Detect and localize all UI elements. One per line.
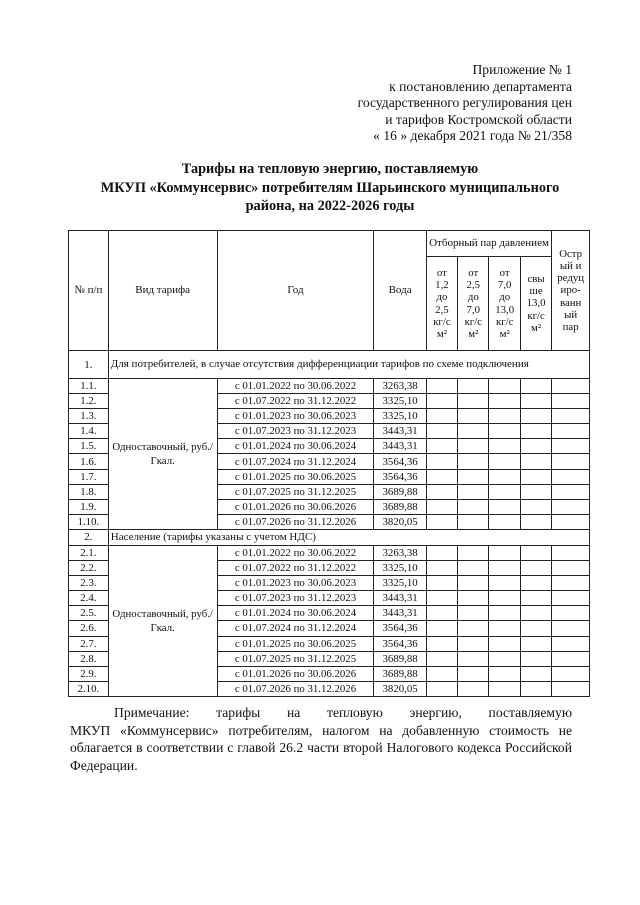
empty-cell	[458, 439, 489, 454]
appendix-line: Приложение № 1	[472, 62, 572, 77]
empty-cell	[426, 591, 457, 606]
row-num: 1.6.	[69, 454, 109, 469]
appendix-date-line: « 16 » декабря 2021 года № 21/358	[373, 128, 572, 144]
row-num: 2.4.	[69, 591, 109, 606]
row-num: 1.5.	[69, 439, 109, 454]
empty-cell	[426, 409, 457, 424]
row-period: с 01.01.2023 по 30.06.2023	[217, 576, 374, 591]
row-water-value: 3325,10	[374, 394, 426, 409]
appendix-line: и тарифов Костромской области	[385, 111, 572, 127]
empty-cell	[426, 424, 457, 439]
empty-cell	[426, 636, 457, 651]
empty-cell	[458, 666, 489, 681]
empty-cell	[458, 454, 489, 469]
row-period: с 01.01.2026 по 30.06.2026	[217, 499, 374, 514]
empty-cell	[489, 499, 520, 514]
row-num: 2.5.	[69, 606, 109, 621]
empty-cell	[426, 454, 457, 469]
row-num: 2.8.	[69, 651, 109, 666]
empty-cell	[552, 514, 590, 529]
empty-cell	[489, 469, 520, 484]
section-1-tariff-kind: Одноставочный, руб./Гкал.	[108, 379, 217, 530]
empty-cell	[552, 469, 590, 484]
header-selected-steam: Отборный пар давлением	[426, 231, 552, 257]
row-period: с 01.07.2025 по 31.12.2025	[217, 484, 374, 499]
empty-cell	[458, 409, 489, 424]
empty-cell	[552, 409, 590, 424]
row-num: 2.10.	[69, 681, 109, 696]
empty-cell	[520, 621, 551, 636]
empty-cell	[520, 666, 551, 681]
row-num: 1.1.	[69, 379, 109, 394]
empty-cell	[552, 666, 590, 681]
empty-cell	[489, 621, 520, 636]
empty-cell	[552, 499, 590, 514]
empty-cell	[520, 545, 551, 560]
row-period: с 01.07.2026 по 31.12.2026	[217, 681, 374, 696]
empty-cell	[458, 576, 489, 591]
empty-cell	[489, 439, 520, 454]
empty-cell	[458, 469, 489, 484]
row-water-value: 3689,88	[374, 651, 426, 666]
empty-cell	[552, 439, 590, 454]
row-water-value: 3443,31	[374, 591, 426, 606]
empty-cell	[489, 514, 520, 529]
row-water-value: 3443,31	[374, 439, 426, 454]
empty-cell	[520, 514, 551, 529]
empty-cell	[520, 439, 551, 454]
header-kind: Вид тарифа	[108, 231, 217, 351]
row-num: 1.4.	[69, 424, 109, 439]
empty-cell	[520, 484, 551, 499]
empty-cell	[552, 651, 590, 666]
empty-cell	[489, 606, 520, 621]
row-water-value: 3564,36	[374, 621, 426, 636]
empty-cell	[489, 379, 520, 394]
appendix-block	[252, 62, 572, 145]
empty-cell	[426, 666, 457, 681]
empty-cell	[552, 606, 590, 621]
empty-cell	[552, 621, 590, 636]
empty-cell	[552, 424, 590, 439]
empty-cell	[552, 576, 590, 591]
empty-cell	[489, 576, 520, 591]
row-period: с 01.01.2022 по 30.06.2022	[217, 545, 374, 560]
empty-cell	[426, 379, 457, 394]
header-pressure-2: от 2,5 до 7,0 кг/с м²	[458, 257, 489, 351]
empty-cell	[426, 651, 457, 666]
empty-cell	[426, 606, 457, 621]
empty-cell	[489, 666, 520, 681]
empty-cell	[458, 379, 489, 394]
empty-cell	[458, 636, 489, 651]
empty-cell	[489, 484, 520, 499]
empty-cell	[458, 621, 489, 636]
empty-cell	[458, 545, 489, 560]
row-water-value: 3689,88	[374, 499, 426, 514]
row-water-value: 3325,10	[374, 409, 426, 424]
footnote-line: Примечание: тарифы на тепловую энергию, поставляемую	[114, 705, 572, 720]
empty-cell	[426, 545, 457, 560]
empty-cell	[489, 591, 520, 606]
row-water-value: 3820,05	[374, 681, 426, 696]
title-line: Тарифы на тепловую энергию, поставляемую	[181, 161, 479, 177]
empty-cell	[426, 439, 457, 454]
row-num: 1.10.	[69, 514, 109, 529]
row-period: с 01.01.2023 по 30.06.2023	[217, 409, 374, 424]
section-1-label: Для потребителей, в случае отсутствия дифференциации тарифов по схеме подключения	[108, 351, 589, 379]
empty-cell	[489, 681, 520, 696]
row-water-value: 3564,36	[374, 454, 426, 469]
empty-cell	[520, 499, 551, 514]
row-period: с 01.07.2022 по 31.12.2022	[217, 561, 374, 576]
empty-cell	[489, 409, 520, 424]
empty-cell	[426, 576, 457, 591]
row-water-value: 3443,31	[374, 424, 426, 439]
empty-cell	[458, 394, 489, 409]
row-period: с 01.07.2022 по 31.12.2022	[217, 394, 374, 409]
row-water-value: 3564,36	[374, 636, 426, 651]
header-pressure-4: свы ше 13,0 кг/с м²	[520, 257, 551, 351]
appendix-line: к постановлению департамента	[389, 78, 572, 94]
document-title	[40, 160, 620, 216]
empty-cell	[552, 636, 590, 651]
row-period: с 01.07.2024 по 31.12.2024	[217, 621, 374, 636]
row-num: 2.3.	[69, 576, 109, 591]
row-period: с 01.01.2024 по 30.06.2024	[217, 606, 374, 621]
empty-cell	[520, 651, 551, 666]
section-2-tariff-kind: Одноставочный, руб./Гкал.	[108, 545, 217, 696]
row-water-value: 3443,31	[374, 606, 426, 621]
empty-cell	[489, 545, 520, 560]
row-period: с 01.07.2025 по 31.12.2025	[217, 651, 374, 666]
empty-cell	[426, 484, 457, 499]
empty-cell	[489, 424, 520, 439]
empty-cell	[426, 621, 457, 636]
empty-cell	[552, 454, 590, 469]
row-num: 2.9.	[69, 666, 109, 681]
empty-cell	[458, 424, 489, 439]
footnote-text: МКУП «Коммунсервис» потребителям, налогом на добавленную стоимость не облагается в соответствии с главой 26.2 части второй Налогового кодекса Российской Федерации.	[70, 722, 572, 774]
empty-cell	[426, 681, 457, 696]
empty-cell	[552, 379, 590, 394]
empty-cell	[520, 561, 551, 576]
header-pressure-3: от 7,0 до 13,0 кг/с м²	[489, 257, 520, 351]
empty-cell	[458, 484, 489, 499]
row-num: 2.7.	[69, 636, 109, 651]
empty-cell	[426, 514, 457, 529]
empty-cell	[489, 454, 520, 469]
empty-cell	[552, 681, 590, 696]
header-num: № п/п	[69, 231, 109, 351]
row-num: 2.1.	[69, 545, 109, 560]
empty-cell	[552, 394, 590, 409]
row-num: 1.2.	[69, 394, 109, 409]
row-water-value: 3564,36	[374, 469, 426, 484]
empty-cell	[552, 561, 590, 576]
row-period: с 01.01.2022 по 30.06.2022	[217, 379, 374, 394]
row-water-value: 3263,38	[374, 545, 426, 560]
row-period: с 01.07.2024 по 31.12.2024	[217, 454, 374, 469]
header-pressure-1: от 1,2 до 2,5 кг/с м²	[426, 257, 457, 351]
empty-cell	[520, 591, 551, 606]
row-period: с 01.07.2026 по 31.12.2026	[217, 514, 374, 529]
empty-cell	[520, 424, 551, 439]
empty-cell	[552, 484, 590, 499]
empty-cell	[552, 545, 590, 560]
row-period: с 01.07.2023 по 31.12.2023	[217, 591, 374, 606]
empty-cell	[458, 651, 489, 666]
row-num: 1.7.	[69, 469, 109, 484]
empty-cell	[520, 576, 551, 591]
empty-cell	[489, 651, 520, 666]
empty-cell	[489, 561, 520, 576]
empty-cell	[426, 394, 457, 409]
row-water-value: 3325,10	[374, 561, 426, 576]
title-line: района, на 2022-2026 годы	[245, 198, 415, 214]
empty-cell	[458, 499, 489, 514]
empty-cell	[520, 379, 551, 394]
empty-cell	[458, 681, 489, 696]
empty-cell	[489, 394, 520, 409]
row-water-value: 3820,05	[374, 514, 426, 529]
row-water-value: 3689,88	[374, 666, 426, 681]
empty-cell	[489, 636, 520, 651]
appendix-line: государственного регулирования цен	[357, 95, 572, 111]
empty-cell	[458, 514, 489, 529]
row-water-value: 3263,38	[374, 379, 426, 394]
title-line: МКУП «Коммунсервис» потребителям Шарьинского муниципального	[100, 179, 560, 196]
section-1-num: 1.	[69, 351, 109, 379]
row-period: с 01.01.2026 по 30.06.2026	[217, 666, 374, 681]
section-2-label: Население (тарифы указаны с учетом НДС)	[108, 529, 589, 545]
empty-cell	[426, 561, 457, 576]
empty-cell	[426, 499, 457, 514]
empty-cell	[520, 636, 551, 651]
tariff-table	[68, 230, 590, 697]
row-num: 2.2.	[69, 561, 109, 576]
row-num: 1.8.	[69, 484, 109, 499]
row-num: 1.3.	[69, 409, 109, 424]
row-water-value: 3325,10	[374, 576, 426, 591]
empty-cell	[458, 561, 489, 576]
empty-cell	[520, 469, 551, 484]
row-period: с 01.01.2025 по 30.06.2025	[217, 636, 374, 651]
section-2-num: 2.	[69, 529, 109, 545]
row-period: с 01.07.2023 по 31.12.2023	[217, 424, 374, 439]
row-period: с 01.01.2024 по 30.06.2024	[217, 439, 374, 454]
header-water: Вода	[374, 231, 426, 351]
header-year: Год	[217, 231, 374, 351]
empty-cell	[458, 606, 489, 621]
empty-cell	[426, 469, 457, 484]
empty-cell	[520, 454, 551, 469]
empty-cell	[458, 591, 489, 606]
empty-cell	[552, 591, 590, 606]
row-water-value: 3689,88	[374, 484, 426, 499]
row-num: 1.9.	[69, 499, 109, 514]
footnote	[68, 704, 572, 775]
row-period: с 01.01.2025 по 30.06.2025	[217, 469, 374, 484]
row-num: 2.6.	[69, 621, 109, 636]
empty-cell	[520, 681, 551, 696]
empty-cell	[520, 394, 551, 409]
empty-cell	[520, 606, 551, 621]
empty-cell	[520, 409, 551, 424]
header-live-steam: Остр ый и редуц иро- ванн ый пар	[552, 231, 590, 351]
